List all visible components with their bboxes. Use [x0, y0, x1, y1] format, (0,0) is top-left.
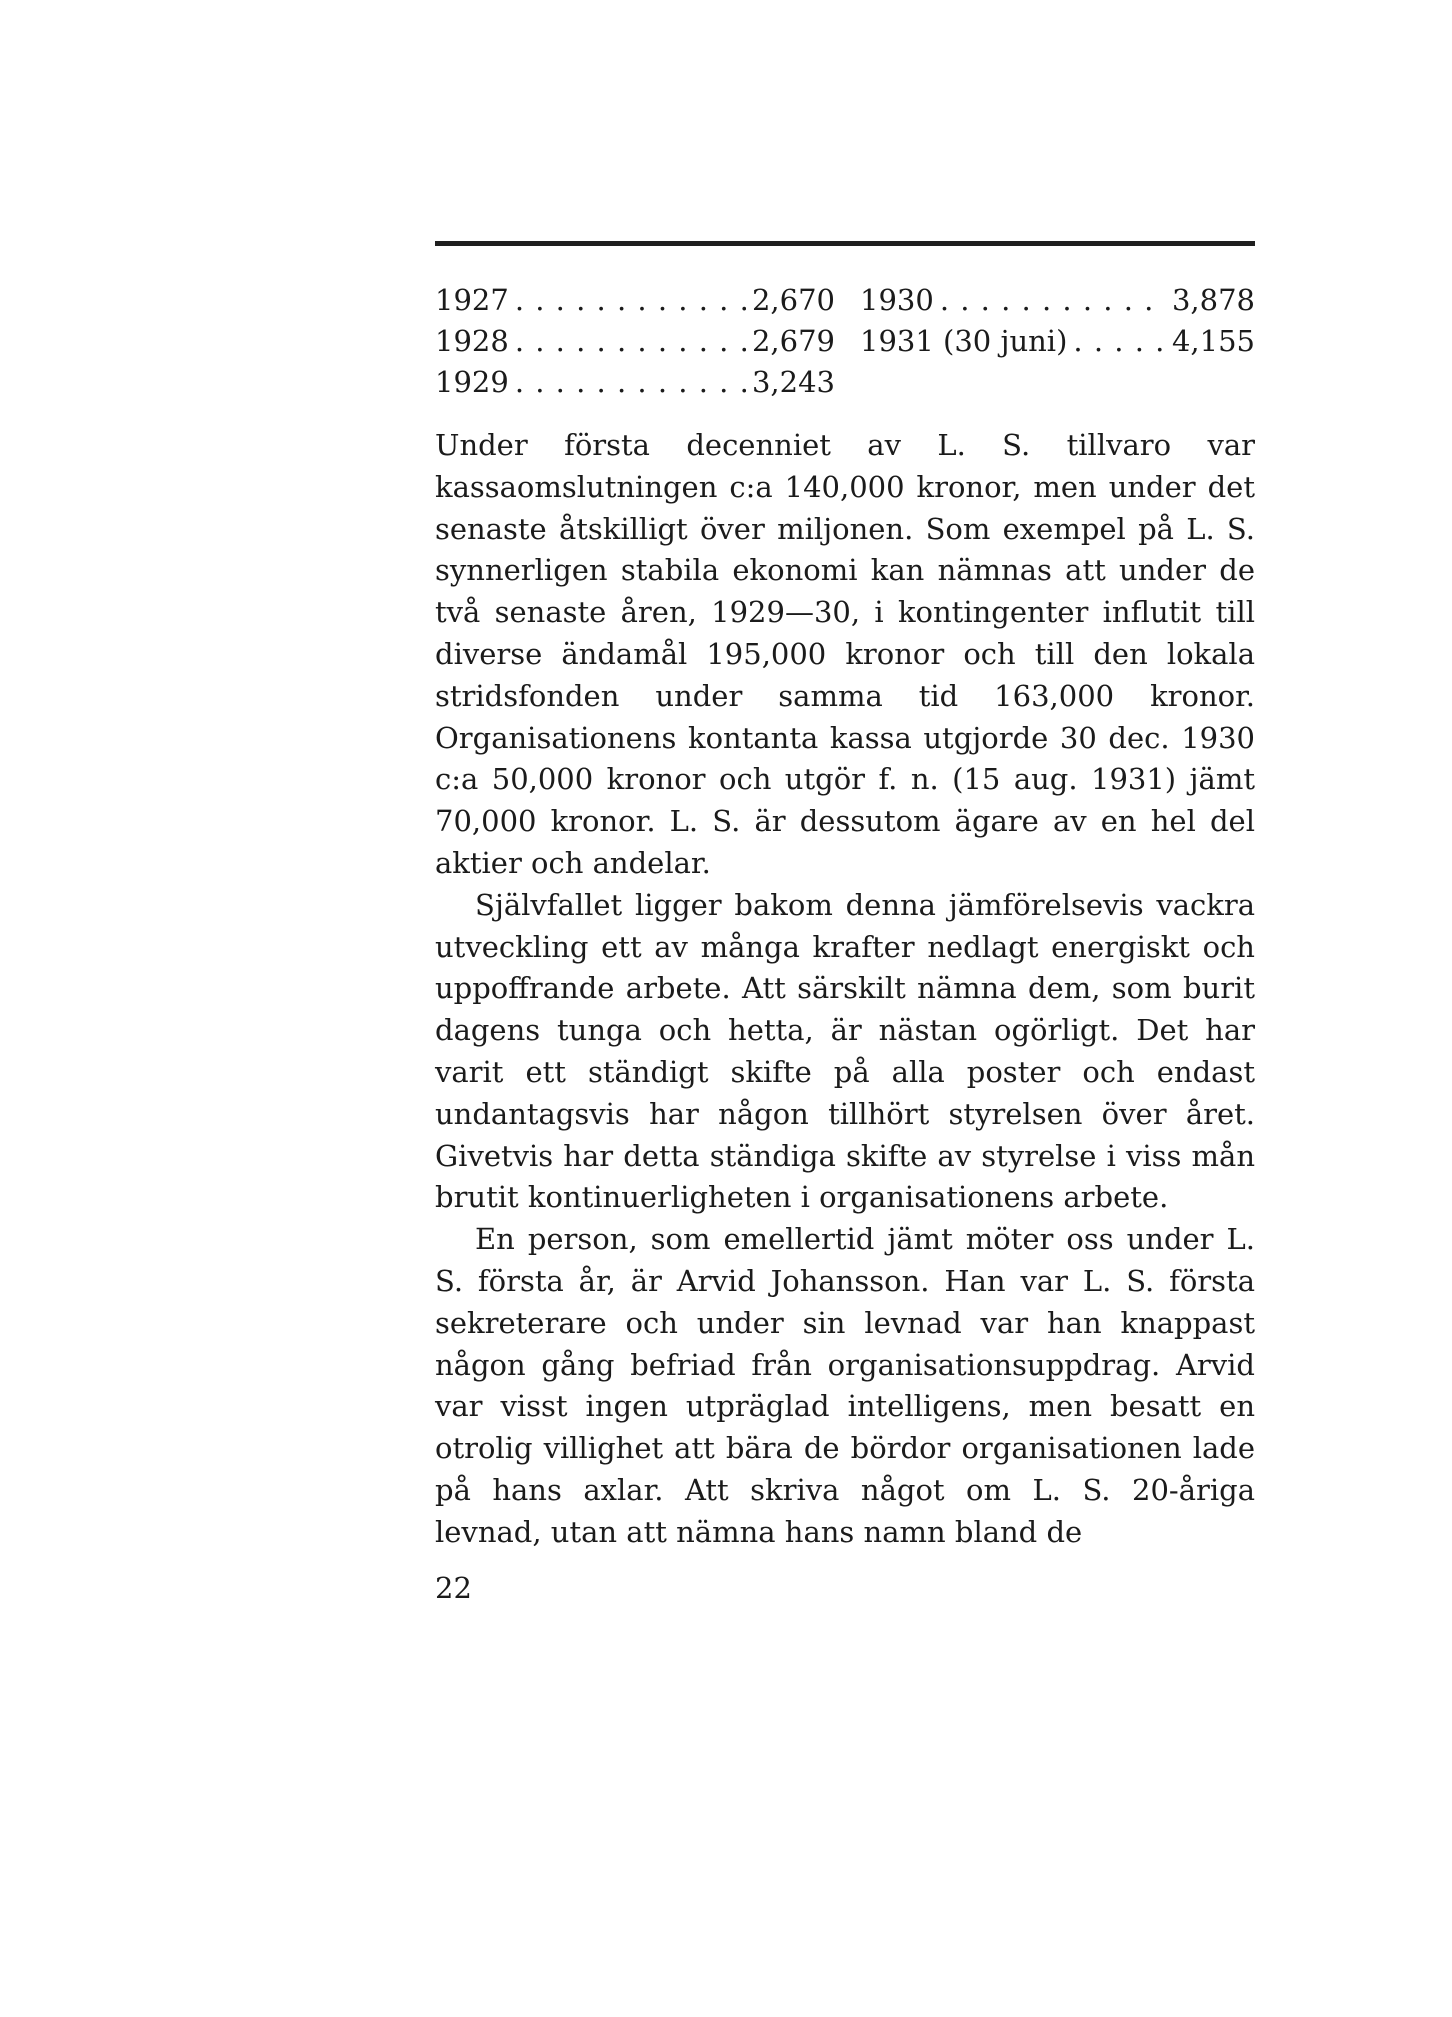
- body-text: [435, 425, 1255, 1554]
- table-row: [435, 362, 1255, 403]
- table-cell-left: [435, 321, 835, 362]
- table-cell-right: [860, 321, 1255, 362]
- amount-value: 2,679: [751, 324, 835, 358]
- dot-leader: [940, 280, 1166, 321]
- dot-leader: [515, 362, 746, 403]
- paragraph-development: Självfallet ligger bakom denna jämförelsevis vackra utveckling ett av många krafter nedlagt energiskt och uppoffrande arbete. Att särskilt nämna dem, som burit dagens tunga och hetta, är nästan ogörligt. Det har varit ett ständigt skifte på alla poster och endast undantagsvis har någon tillhört styrelsen över året. Givetvis har detta ständiga skifte av styrelse i viss mån brutit kontinuerligheten i organisationens arbete.: [435, 887, 1255, 1215]
- dot-leader: [1073, 321, 1166, 362]
- amount-value: 2,670: [751, 283, 835, 317]
- amount-value: 3,878: [1171, 283, 1255, 317]
- amount-value: 3,243: [751, 365, 835, 399]
- page-number: 22: [435, 1571, 472, 1605]
- dot-leader: [515, 280, 746, 321]
- table-cell-left: [435, 280, 835, 321]
- year-label: 1928: [435, 324, 509, 358]
- paragraph-economy: Under första decenniet av L. S. tillvaro var kassaomslutningen c:a 140,000 kronor, men under det senaste åtskilligt över miljonen. Som exempel på L. S. synnerligen stabila ekonomi kan nämnas att under de två senaste åren, 1929—30, i kontingenter influtit till diverse ändamål 195,000 kronor och till den lokala stridsfonden under samma tid 163,000 kronor. Organisationens kontanta kassa utgjorde 30 dec. 1930 c:a 50,000 kronor och utgör f. n. (15 aug. 1931) jämt 70,000 kronor. L. S. är dessutom ägare av en hel del aktier och andelar.: [435, 428, 1255, 880]
- table-cell-right: [860, 280, 1255, 321]
- table-row: [435, 280, 1255, 321]
- year-label: 1929: [435, 365, 509, 399]
- top-rule: [435, 241, 1255, 246]
- dot-leader: [515, 321, 746, 362]
- amount-value: 4,155: [1171, 324, 1255, 358]
- paragraph-arvid-johansson: En person, som emellertid jämt möter oss under L. S. första år, är Arvid Johansson. Han var L. S. första sekreterare och under sin levnad var han knappast någon gång befriad från organisationsuppdrag. Arvid var visst ingen utpräglad intelligens, men besatt en otrolig villighet att bära de bördor organisationen lade på hans axlar. Att skriva något om L. S. 20-åriga levnad, utan att nämna hans namn bland de: [435, 1222, 1255, 1549]
- yearly-figures-table: [435, 280, 1255, 403]
- table-row: [435, 321, 1255, 362]
- year-label: 1930: [860, 283, 934, 317]
- year-label: 1931 (30 juni): [860, 324, 1068, 358]
- table-cell-left: [435, 362, 835, 403]
- year-label: 1927: [435, 283, 509, 317]
